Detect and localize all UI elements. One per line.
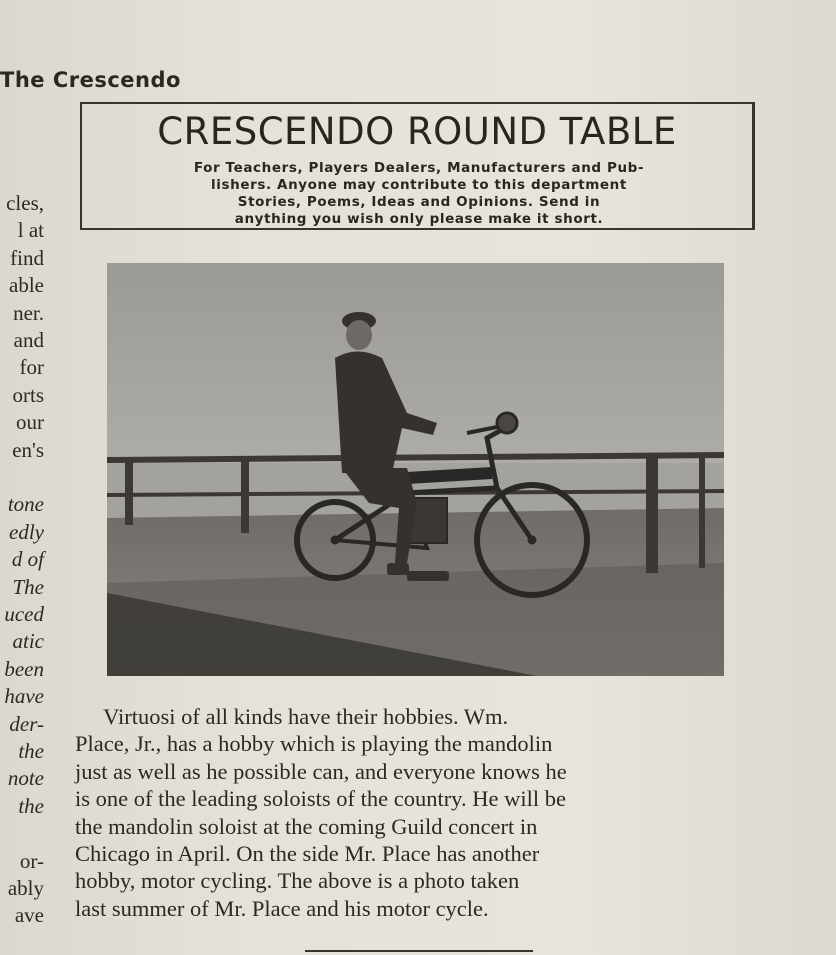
left-column-line: ave — [14, 903, 44, 928]
left-column-line: ably — [7, 876, 44, 900]
left-column-line: for — [19, 355, 44, 380]
left-column-line: our — [16, 410, 44, 435]
caption-line: Virtuosi of all kinds have their hobbies. Wm. — [75, 704, 509, 729]
round-table-header-box — [80, 102, 755, 230]
left-column-line: ner. — [13, 300, 44, 325]
subtitle-line: Stories, Poems, Ideas and Opinions. Send in — [237, 194, 601, 210]
left-column-line: der- — [9, 711, 44, 736]
section-title: CRESCENDO ROUND TABLE — [157, 110, 677, 153]
caption-line: just as well as he possible can, and everyone knows he — [75, 758, 567, 784]
left-column-text — [0, 190, 46, 955]
left-column-line: been — [4, 656, 44, 681]
caption-line: hobby, motor cycling. The above is a photo taken — [75, 868, 520, 894]
left-column-line: the — [18, 739, 44, 763]
section-divider — [305, 950, 533, 952]
left-column-line: uced — [4, 602, 44, 626]
left-column-line: l at — [17, 218, 44, 243]
left-column-line: able — [9, 273, 44, 298]
left-column-line: atic — [12, 629, 44, 654]
left-column-line: and — [13, 328, 44, 352]
left-column-line: have — [4, 684, 44, 709]
caption-line: last summer of Mr. Place and his motor cycle. — [75, 895, 489, 921]
caption-line: Place, Jr., has a hobby which is playing the mandolin — [75, 731, 553, 757]
left-column-line: note — [7, 766, 44, 791]
subtitle-line: For Teachers, Players Dealers, Manufacturers and Pub- — [193, 160, 645, 176]
photo-motorcyclist — [107, 263, 724, 676]
left-column-line: or- — [19, 848, 44, 873]
caption-line: the mandolin soloist at the coming Guild concert in — [75, 813, 538, 839]
left-column-line: cles, — [6, 191, 44, 215]
caption-line: is one of the leading soloists of the country. He will be — [75, 786, 566, 812]
left-column-line: find — [10, 245, 44, 270]
left-column-line: The — [12, 574, 44, 599]
running-head: The Crescendo — [0, 68, 181, 92]
photo-caption — [75, 703, 765, 922]
subtitle-line: anything you wish only please make it short. — [234, 211, 604, 227]
left-column-line: the — [18, 793, 44, 818]
left-column-line: edly — [9, 519, 44, 544]
subtitle-line: lishers. Anyone may contribute to this department — [211, 177, 627, 193]
left-column-line: orts — [12, 382, 44, 407]
left-column-line: en's — [12, 437, 44, 462]
left-column-line: d of — [11, 547, 44, 572]
caption-line: Chicago in April. On the side Mr. Place has another — [75, 841, 540, 867]
section-subtitle — [96, 160, 742, 228]
left-column-line: tone — [7, 492, 44, 517]
